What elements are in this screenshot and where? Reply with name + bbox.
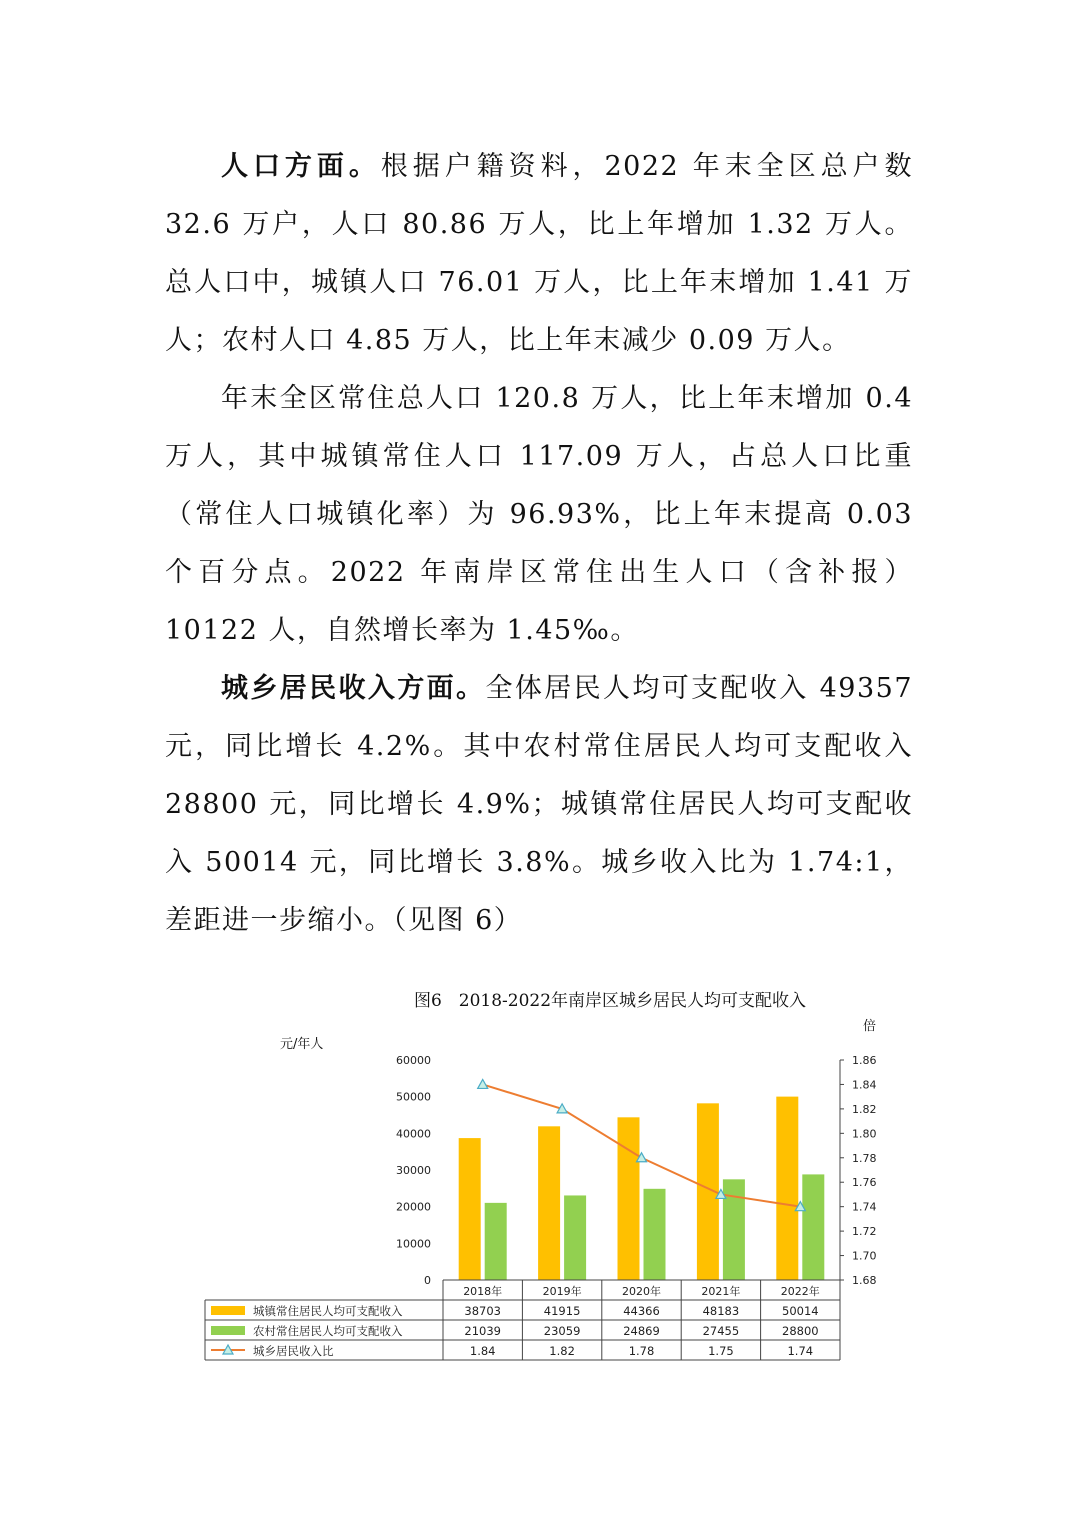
data-label: 28800 <box>782 1324 819 1338</box>
data-label: 1.78 <box>628 1344 655 1358</box>
legend-label: 城乡居民收入比 <box>253 1344 334 1358</box>
bar-urban <box>538 1126 560 1280</box>
chart-title: 图6 2018-2022年南岸区城乡居民人均可支配收入 <box>413 991 807 1011</box>
y2-tick-label: 1.86 <box>852 1054 877 1067</box>
x-tick-label: 2020年 <box>622 1285 661 1298</box>
x-tick-label: 2022年 <box>780 1285 820 1298</box>
y-tick-label: 50000 <box>396 1090 431 1104</box>
data-label: 44366 <box>623 1304 660 1318</box>
paragraph-text: 全体居民人均可支配收入 49357 元，同比增长 4.2%。其中农村常住居民人均可支配收入 28800 元，同比增长 4.9%；城镇常住居民人均可支配收入 50014 元，同比增长 3.8%。城乡收入比为 1.74:1，差距进一步缩小。（见图 6） <box>165 673 913 936</box>
y2-tick-label: 1.74 <box>852 1200 877 1214</box>
bar-urban <box>459 1138 481 1280</box>
data-label: 1.82 <box>549 1344 575 1358</box>
paragraph-lead: 人口方面。 <box>221 151 381 182</box>
paragraph-income <box>165 660 913 950</box>
income-chart-svg <box>195 980 895 1370</box>
data-label: 1.74 <box>787 1344 814 1358</box>
data-label: 23059 <box>543 1324 581 1338</box>
paragraph-text: 根据户籍资料，2022 年末全区总户数 32.6 万户，人口 80.86 万人，比上年增加 1.32 万人。总人口中，城镇人口 76.01 万人，比上年末增加 1.41 万人；农村人口 4.85 万人，比上年末减少 0.09 万人。 <box>165 151 914 356</box>
bar-urban <box>776 1097 798 1280</box>
data-label: 1.84 <box>469 1344 496 1358</box>
data-label: 50014 <box>782 1304 819 1318</box>
ratio-marker <box>478 1079 488 1088</box>
x-tick-label: 2019年 <box>542 1285 582 1298</box>
y2-tick-label: 1.76 <box>852 1176 877 1190</box>
y-tick-label: 20000 <box>396 1200 431 1214</box>
data-label: 1.75 <box>708 1344 734 1358</box>
paragraph-resident-population <box>165 370 913 660</box>
paragraph-population <box>165 138 913 370</box>
income-chart <box>195 980 895 1370</box>
x-tick-label: 2021年 <box>701 1285 741 1298</box>
y2-tick-label: 1.78 <box>852 1151 877 1165</box>
y-tick-label: 60000 <box>396 1054 431 1067</box>
legend-swatch <box>211 1306 245 1315</box>
x-tick-label: 2018年 <box>463 1285 503 1298</box>
legend-label: 城镇常住居民人均可支配收入 <box>253 1304 403 1318</box>
y-axis-label: 元/年人 <box>280 1037 324 1052</box>
legend-label: 农村常住居民人均可支配收入 <box>253 1324 403 1338</box>
y2-tick-label: 1.68 <box>852 1274 877 1287</box>
y-tick-label: 0 <box>424 1274 431 1287</box>
paragraph-text: 年末全区常住总人口 120.8 万人，比上年末增加 0.4 万人，其中城镇常住人口 117.09 万人，占总人口比重（常住人口城镇化率）为 96.93%，比上年末提高 0.03 个百分点。2022 年南岸区常住出生人口（含补报）10122 人，自然增长率为 1.45‰。 <box>165 383 913 646</box>
data-label: 21039 <box>464 1324 501 1338</box>
y2-tick-label: 1.84 <box>852 1078 877 1092</box>
bar-rural <box>485 1203 507 1280</box>
y2-tick-label: 1.82 <box>852 1102 877 1116</box>
bar-urban <box>618 1117 640 1280</box>
paragraph-lead: 城乡居民收入方面。 <box>221 673 486 704</box>
bar-rural <box>564 1195 586 1280</box>
data-label: 48183 <box>702 1304 740 1318</box>
y-tick-label: 10000 <box>396 1237 431 1251</box>
y2-tick-label: 1.80 <box>852 1127 877 1141</box>
bar-rural <box>644 1189 666 1280</box>
ratio-line <box>483 1084 801 1206</box>
bar-rural <box>802 1174 824 1280</box>
y2-tick-label: 1.70 <box>852 1249 877 1263</box>
y-tick-label: 30000 <box>396 1164 431 1177</box>
data-label: 38703 <box>464 1304 501 1318</box>
y-tick-label: 40000 <box>396 1127 431 1141</box>
data-label: 27455 <box>702 1324 740 1338</box>
y2-tick-label: 1.72 <box>852 1225 877 1239</box>
legend-swatch <box>211 1326 245 1335</box>
data-label: 41915 <box>543 1304 581 1318</box>
y2-axis-label: 倍 <box>863 1019 877 1034</box>
data-label: 24869 <box>623 1324 660 1338</box>
document-body <box>165 138 913 950</box>
